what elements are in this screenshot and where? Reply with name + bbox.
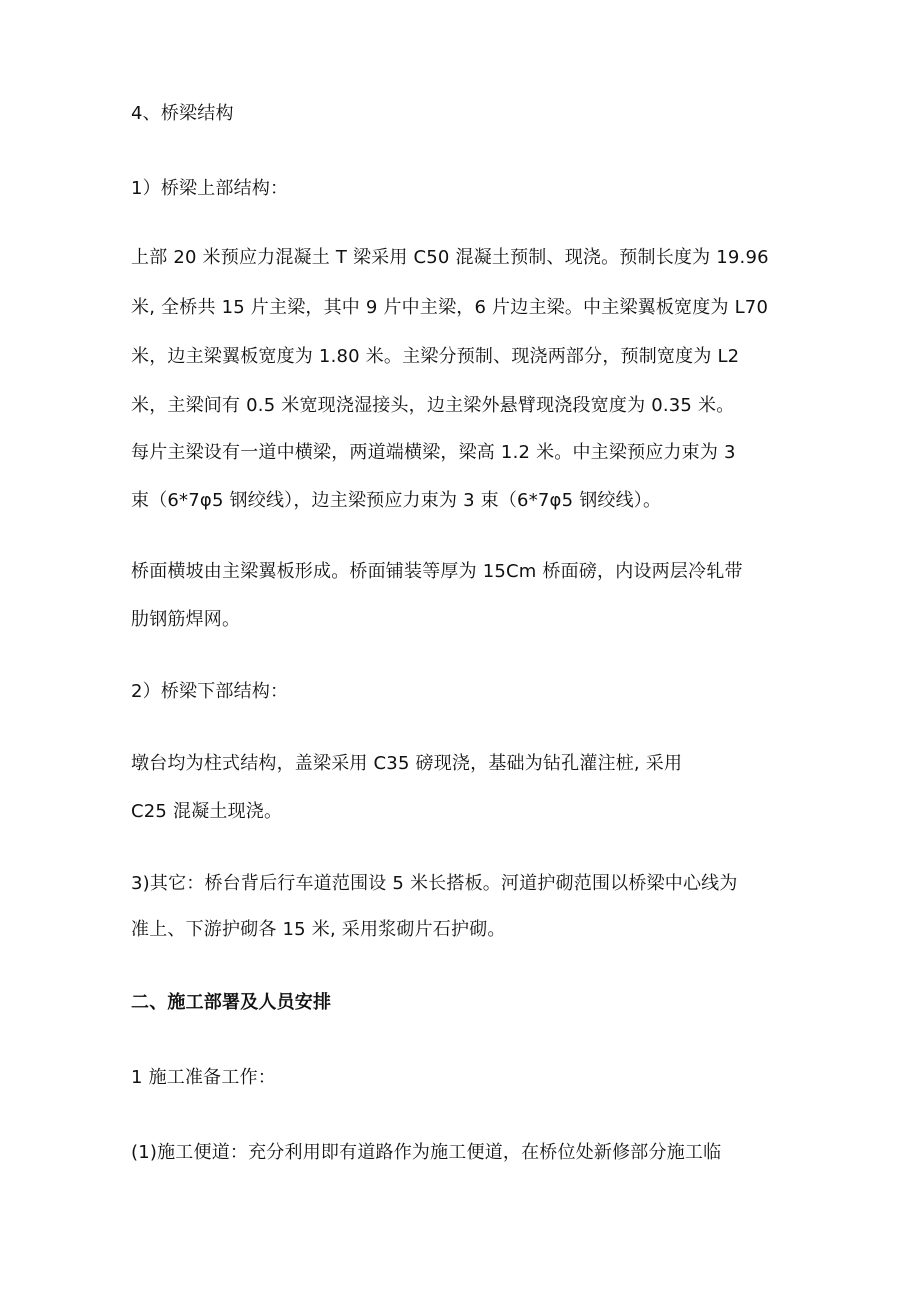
paragraph-line: 准上、下游护砌各 15 米, 采用浆砌片石护砌。 — [131, 919, 506, 940]
paragraph-line: 墩台均为柱式结构，盖梁采用 C35 磅现浇，基础为钻孔灌注桩, 采用 — [131, 753, 683, 774]
paragraph-line: (1)施工便道：充分利用即有道路作为施工便道，在桥位处新修部分施工临 — [131, 1142, 722, 1163]
paragraph-line: 上部 20 米预应力混凝土 T 梁采用 C50 混凝土预制、现浇。预制长度为 19.96 — [131, 247, 769, 268]
subsection-heading-superstructure: 1）桥梁上部结构： — [131, 178, 289, 199]
section-heading-bridge-structure: 4、桥梁结构 — [131, 103, 234, 124]
paragraph-line: 3)其它：桥台背后行车道范围设 5 米长搭板。河道护砌范围以桥梁中心线为 — [131, 873, 738, 894]
paragraph-line: 米, 全桥共 15 片主梁，其中 9 片中主梁，6 片边主梁。中主梁翼板宽度为 L70 — [131, 297, 769, 318]
paragraph-line: 桥面横坡由主梁翼板形成。桥面铺装等厚为 15Cm 桥面磅，内设两层冷轧带 — [131, 561, 743, 582]
paragraph-line: C25 混凝土现浇。 — [131, 801, 283, 822]
paragraph-line: 米，主梁间有 0.5 米宽现浇湿接头，边主梁外悬臂现浇段宽度为 0.35 米。 — [131, 395, 735, 416]
subsection-heading-preparation: 1 施工准备工作： — [131, 1067, 276, 1088]
section-heading-construction-deployment: 二、施工部署及人员安排 — [131, 992, 332, 1013]
paragraph-line: 肋钢筋焊网。 — [131, 609, 241, 630]
subsection-heading-substructure: 2）桥梁下部结构： — [131, 681, 289, 702]
paragraph-line: 每片主梁设有一道中横梁，两道端横梁，梁高 1.2 米。中主梁预应力束为 3 — [131, 442, 736, 463]
paragraph-line: 米，边主梁翼板宽度为 1.80 米。主梁分预制、现浇两部分，预制宽度为 L2 — [131, 346, 740, 367]
paragraph-line: 束（6*7φ5 钢绞线），边主梁预应力束为 3 束（6*7φ5 钢绞线）。 — [131, 490, 662, 511]
